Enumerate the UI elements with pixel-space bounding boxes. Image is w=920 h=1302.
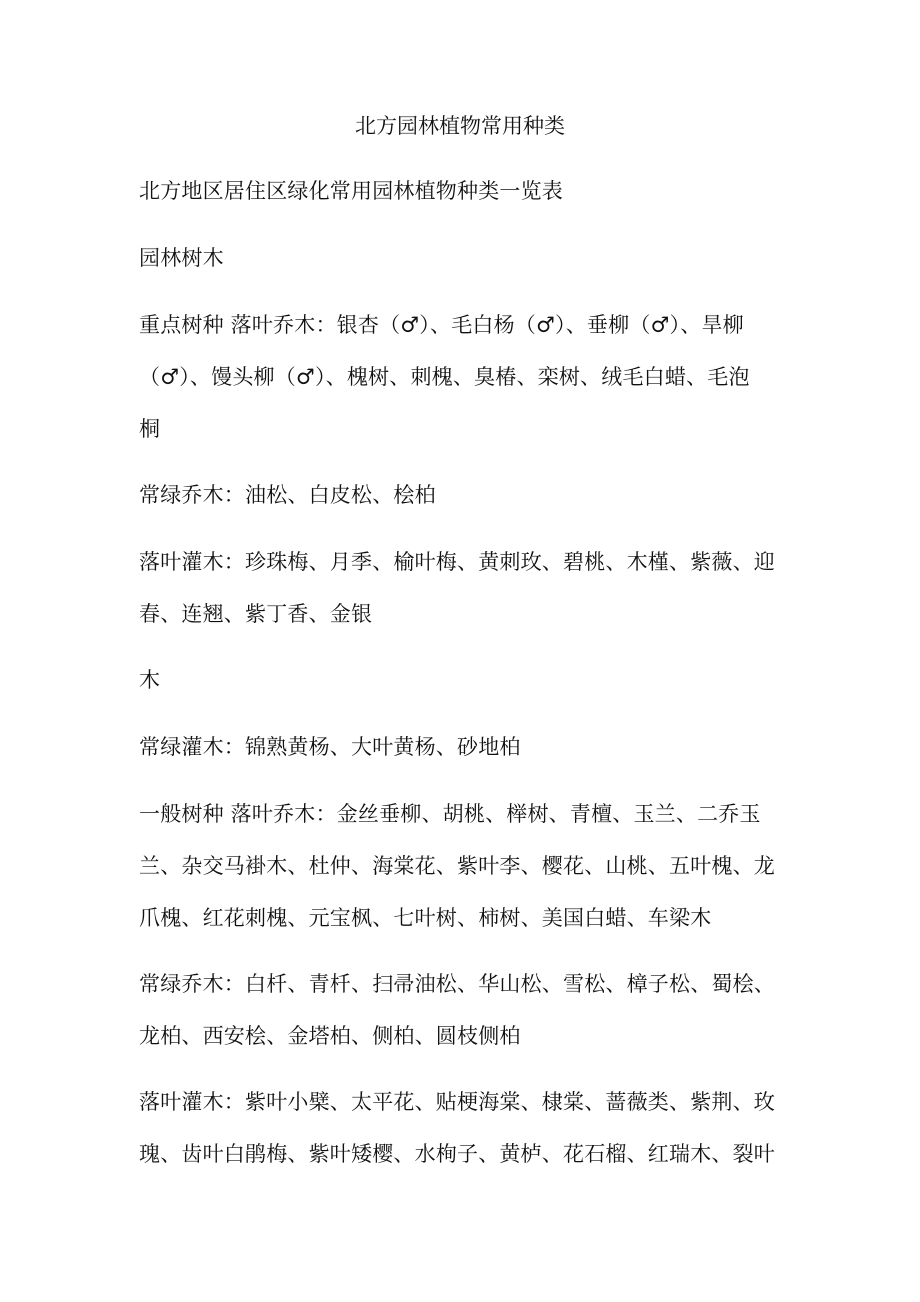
paragraph-line: 常绿灌木：锦熟黄杨、大叶黄杨、砂地柏 (139, 735, 521, 759)
paragraph-line: 桐 (139, 417, 161, 441)
paragraph-line: 落叶灌木：珍珠梅、月季、榆叶梅、黄刺玫、碧桃、木槿、紫薇、迎 (139, 550, 775, 574)
document-subtitle (139, 165, 784, 217)
paragraph-line: 春、连翘、紫丁香、金银 (139, 602, 373, 626)
subtitle-text: 北方地区居住区绿化常用园林植物种类一览表 (139, 179, 563, 203)
paragraph-line: （♂）、馒头柳（♂）、槐树、刺槐、臭椿、栾树、绒毛白蜡、毛泡 (139, 365, 750, 389)
paragraph-key-deciduous-shrubs (139, 536, 784, 640)
document-title: 北方园林植物常用种类 (355, 114, 565, 138)
section-heading (139, 232, 784, 284)
paragraph-line: 常绿乔木：油松、白皮松、桧柏 (139, 483, 436, 507)
paragraph-general-deciduous-shrubs (139, 1076, 784, 1180)
paragraph-continuation (139, 654, 784, 706)
paragraph-line: 龙柏、西安桧、金塔柏、侧柏、圆枝侧柏 (139, 1024, 521, 1048)
paragraph-line: 瑰、齿叶白鹃梅、紫叶矮樱、水栒子、黄栌、花石榴、红瑞木、裂叶 (139, 1142, 775, 1166)
paragraph-key-deciduous-trees (139, 299, 784, 455)
section-heading-text: 园林树木 (139, 246, 224, 270)
paragraph-line: 一般树种 落叶乔木：金丝垂柳、胡桃、榉树、青檀、玉兰、二乔玉 (139, 802, 761, 826)
paragraph-line: 兰、杂交马褂木、杜仲、海棠花、紫叶李、樱花、山桃、五叶槐、龙 (139, 854, 775, 878)
paragraph-line: 木 (139, 668, 161, 692)
paragraph-line: 常绿乔木：白杄、青杄、扫帚油松、华山松、雪松、樟子松、蜀桧、 (139, 972, 775, 996)
paragraph-general-deciduous-trees (139, 788, 784, 944)
paragraph-line: 爪槐、红花刺槐、元宝枫、七叶树、柿树、美国白蜡、车梁木 (139, 906, 712, 930)
paragraph-line: 落叶灌木：紫叶小檗、太平花、贴梗海棠、棣棠、蔷薇类、紫荆、玫 (139, 1090, 775, 1114)
paragraph-general-evergreen-trees (139, 958, 784, 1062)
paragraph-line: 重点树种 落叶乔木：银杏（♂）、毛白杨（♂）、垂柳（♂）、旱柳 (139, 313, 744, 337)
paragraph-key-evergreen-trees (139, 469, 784, 521)
paragraph-key-evergreen-shrubs (139, 721, 784, 773)
